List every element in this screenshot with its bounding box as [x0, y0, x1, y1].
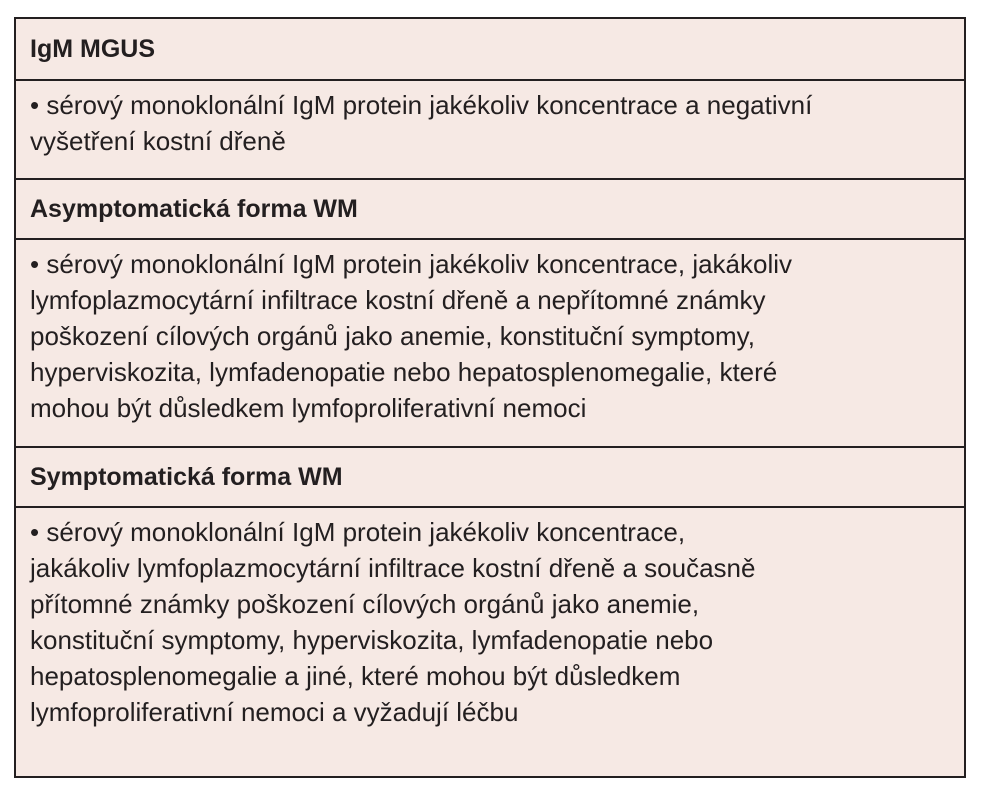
section-header-igm-mgus — [16, 19, 964, 79]
section-header-asymptomatic-wm — [16, 178, 964, 238]
section-title: Symptomatická forma WM — [30, 462, 343, 491]
section-text-line: lymfoproliferativní nemoci a vyžadují léčbu — [30, 697, 519, 727]
section-text-line: jakákoliv lymfoplazmocytární infiltrace kostní dřeně a současně — [30, 553, 756, 583]
criteria-table — [14, 17, 966, 778]
section-title: Asymptomatická forma WM — [30, 194, 358, 223]
section-text-line: • sérový monoklonální IgM protein jakékoliv koncentrace a negativní — [30, 90, 813, 120]
section-title: IgM MGUS — [30, 34, 155, 63]
section-body-asymptomatic-wm — [16, 238, 964, 446]
section-text-line: hepatosplenomegalie a jiné, které mohou být důsledkem — [30, 661, 681, 691]
section-text-line: hyperviskozita, lymfadenopatie nebo hepatosplenomegalie, které — [30, 357, 778, 387]
section-text-line: • sérový monoklonální IgM protein jakékoliv koncentrace, jakákoliv — [30, 249, 793, 279]
section-body-symptomatic-wm — [16, 506, 964, 776]
section-text-line: lymfoplazmocytární infiltrace kostní dřeně a nepřítomné známky — [30, 285, 766, 315]
section-header-symptomatic-wm — [16, 446, 964, 506]
section-text-line: poškození cílových orgánů jako anemie, konstituční symptomy, — [30, 321, 755, 351]
section-text-line: mohou být důsledkem lymfoproliferativní nemoci — [30, 393, 587, 423]
section-body-igm-mgus — [16, 79, 964, 178]
section-text-line: konstituční symptomy, hyperviskozita, lymfadenopatie nebo — [30, 625, 714, 655]
section-text-line: vyšetření kostní dřeně — [30, 126, 286, 156]
section-text-line: přítomné známky poškození cílových orgánů jako anemie, — [30, 589, 700, 619]
section-text-line: • sérový monoklonální IgM protein jakékoliv koncentrace, — [30, 517, 686, 547]
